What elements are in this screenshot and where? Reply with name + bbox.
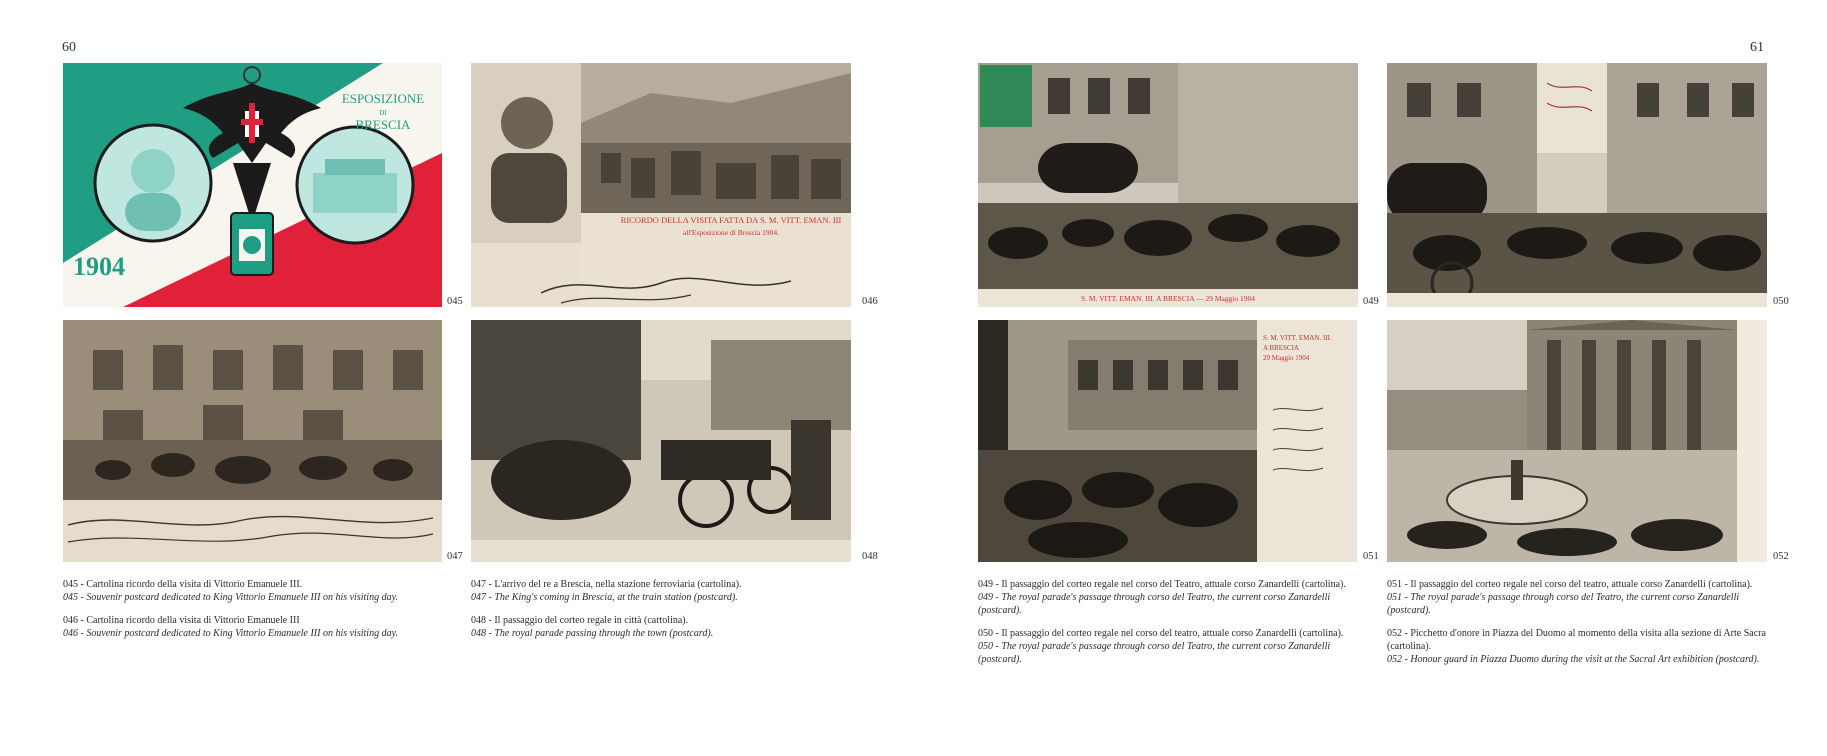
- caption-047-it: 047 - L'arrivo del re a Brescia, nella stazione ferroviaria (cartolina).: [471, 579, 742, 590]
- exposition-title-1: ESPOSIZIONE: [341, 91, 425, 106]
- postcard-050-illustration: [1387, 63, 1767, 307]
- postcard-045-illustration: [63, 63, 442, 307]
- caption-048-it: 048 - Il passaggio del corteo regale in città (cartolina).: [471, 615, 689, 626]
- postcard-048: [471, 320, 851, 562]
- exposition-title-3: BRESCIA: [355, 117, 411, 132]
- postage-stamp-049: [980, 65, 1032, 127]
- caption-046-en: 046 - Souvenir postcard dedicated to King Vittorio Emanuele III on his visiting day.: [63, 628, 398, 639]
- postcard-number-050: 050: [1773, 296, 1789, 307]
- postcard-052: [1387, 320, 1767, 562]
- postcard-number-049: 049: [1363, 296, 1379, 307]
- caption-049-en: 049 - The royal parade's passage through corso del Teatro, the current corso Zanardelli (postcard).: [978, 592, 1331, 616]
- caption-051-en: 051 - The royal parade's passage through corso del Teatro, the current corso Zanardelli (postcard).: [1387, 592, 1740, 616]
- postcard-051-caption-3: 29 Maggio 1904: [1263, 354, 1310, 362]
- caption-052-it: 052 - Picchetto d'onore in Piazza del Duomo al momento della visita alla sezione di Arte Sacra (cartolina).: [1387, 628, 1766, 652]
- postcard-number-046: 046: [862, 296, 878, 307]
- postcard-050: [1387, 63, 1767, 307]
- postcard-052-illustration: [1387, 320, 1767, 562]
- postcard-051-caption-2: A BRESCIA: [1263, 344, 1299, 352]
- caption-block-047-048: [471, 578, 851, 644]
- postcard-046-illustration: [471, 63, 851, 307]
- postcard-045: [63, 63, 442, 307]
- caption-050-en: 050 - The royal parade's passage through corso del Teatro, the current corso Zanardelli (postcard).: [978, 641, 1331, 665]
- page-number-right: 61: [1750, 40, 1764, 55]
- postcard-048-illustration: [471, 320, 851, 562]
- caption-block-045-046: [63, 578, 443, 644]
- page-number-left: 60: [62, 40, 76, 55]
- postcard-049-caption: S. M. VITT. EMAN. III. A BRESCIA — 29 Maggio 1904: [1080, 294, 1256, 303]
- caption-052-en: 052 - Honour guard in Piazza Duomo during the visit at the Sacral Art exhibition (postcard).: [1387, 654, 1760, 665]
- postcard-051-illustration: [978, 320, 1357, 562]
- postcard-number-052: 052: [1773, 551, 1789, 562]
- postcard-number-047: 047: [447, 551, 463, 562]
- caption-050-it: 050 - Il passaggio del corteo regale nel corso del teatro, attuale corso Zanardelli (cartolina).: [978, 628, 1344, 639]
- postcard-number-045: 045: [447, 296, 463, 307]
- exposition-title-2: DI: [379, 109, 387, 117]
- caption-045-en: 045 - Souvenir postcard dedicated to King Vittorio Emanuele III on his visiting day.: [63, 592, 398, 603]
- caption-048-en: 048 - The royal parade passing through the town (postcard).: [471, 628, 714, 639]
- postcard-051-caption-1: S. M. VITT. EMAN. III.: [1263, 334, 1332, 342]
- postcard-number-051: 051: [1363, 551, 1379, 562]
- postcard-046: [471, 63, 851, 307]
- postcard-number-048: 048: [862, 551, 878, 562]
- caption-051-it: 051 - Il passaggio del corteo regale nel corso del teatro, attuale corso Zanardelli (cartolina).: [1387, 579, 1753, 590]
- postcard-047-illustration: [63, 320, 442, 562]
- caption-block-051-052: [1387, 578, 1767, 670]
- postcard-047: [63, 320, 442, 562]
- caption-block-049-050: [978, 578, 1358, 670]
- caption-045-it: 045 - Cartolina ricordo della visita di Vittorio Emanuele III.: [63, 579, 303, 590]
- postcard-046-caption-1: RICORDO DELLA VISITA FATTA DA S. M. VITT. EMAN. III: [620, 215, 842, 225]
- caption-049-it: 049 - Il passaggio del corteo regale nel corso del Teatro, attuale corso Zanardelli (cartolina).: [978, 579, 1346, 590]
- postcard-049: [978, 63, 1358, 307]
- postcard-046-caption-2: all'Esposizione di Brescia 1904.: [683, 228, 779, 237]
- caption-046-it: 046 - Cartolina ricordo della visita di Vittorio Emanuele III: [63, 615, 300, 626]
- caption-047-en: 047 - The King's coming in Brescia, at the train station (postcard).: [471, 592, 738, 603]
- postcard-049-illustration: [978, 63, 1358, 307]
- exposition-year: 1904: [73, 252, 125, 281]
- postcard-051: [978, 320, 1357, 562]
